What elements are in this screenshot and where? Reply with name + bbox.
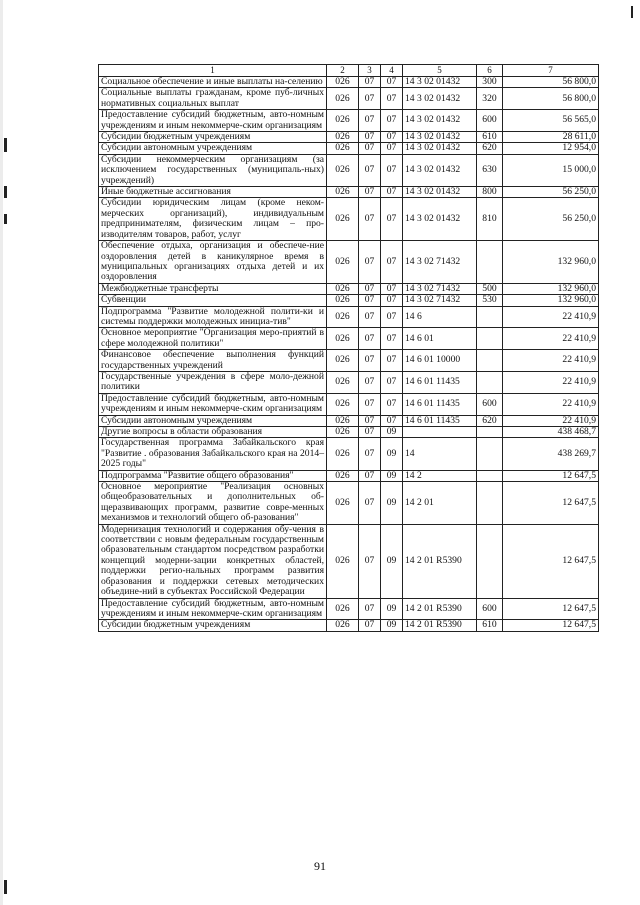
cell-ministry-code: 026 (327, 295, 359, 306)
cell-name: Субсидии бюджетным учреждениям (99, 620, 327, 631)
page-number: 91 (314, 859, 326, 873)
cell-subsection-code: 07 (381, 283, 403, 294)
cell-ministry-code: 026 (327, 438, 359, 470)
cell-subsection-code: 09 (381, 524, 403, 598)
cell-section-code: 07 (359, 283, 381, 294)
cell-amount: 22 410,9 (503, 415, 599, 426)
table-row (99, 438, 599, 470)
cell-amount: 22 410,9 (503, 306, 599, 328)
cell-ministry-code: 026 (327, 620, 359, 631)
table-row (99, 306, 599, 328)
cell-expense-type: 600 (477, 110, 503, 132)
table-row (99, 427, 599, 438)
cell-expense-type: 810 (477, 198, 503, 241)
column-header-amount: 7 (503, 65, 599, 77)
cell-amount: 12 954,0 (503, 143, 599, 154)
cell-section-code: 07 (359, 470, 381, 481)
cell-subsection-code: 07 (381, 110, 403, 132)
cell-expense-type: 300 (477, 77, 503, 88)
cell-ministry-code: 026 (327, 132, 359, 143)
scan-artifact-mark (4, 880, 7, 894)
cell-ministry-code: 026 (327, 427, 359, 438)
cell-target-article: 14 3 02 71432 (403, 295, 477, 306)
cell-name: Финансовое обеспечение выполнения функций государственных учреждений (99, 350, 327, 372)
cell-expense-type: 530 (477, 295, 503, 306)
cell-amount: 22 410,9 (503, 393, 599, 415)
table-row (99, 482, 599, 525)
cell-subsection-code: 07 (381, 295, 403, 306)
cell-section-code: 07 (359, 154, 381, 186)
cell-name: Социальные выплаты гражданам, кроме пуб-личных нормативных социальных выплат (99, 88, 327, 110)
cell-ministry-code: 026 (327, 350, 359, 372)
cell-section-code: 07 (359, 438, 381, 470)
cell-subsection-code: 07 (381, 187, 403, 198)
cell-name: Государственные учреждения в сфере моло-дежной политики (99, 371, 327, 393)
cell-expense-type: 620 (477, 143, 503, 154)
table-row (99, 132, 599, 143)
table-row (99, 110, 599, 132)
cell-ministry-code: 026 (327, 470, 359, 481)
cell-section-code: 07 (359, 187, 381, 198)
cell-target-article: 14 2 (403, 470, 477, 481)
cell-ministry-code: 026 (327, 198, 359, 241)
cell-ministry-code: 026 (327, 482, 359, 525)
cell-subsection-code: 09 (381, 470, 403, 481)
cell-subsection-code: 09 (381, 598, 403, 620)
cell-amount: 12 647,5 (503, 598, 599, 620)
cell-section-code: 07 (359, 88, 381, 110)
cell-name: Иные бюджетные ассигнования (99, 187, 327, 198)
cell-name: Предоставление субсидий бюджетным, авто-номным учреждениям и иным некоммерче-ским организациям (99, 598, 327, 620)
table-row (99, 393, 599, 415)
cell-ministry-code: 026 (327, 241, 359, 284)
cell-section-code: 07 (359, 482, 381, 525)
cell-target-article: 14 6 01 11435 (403, 415, 477, 426)
cell-section-code: 07 (359, 143, 381, 154)
cell-target-article: 14 3 02 01432 (403, 143, 477, 154)
cell-ministry-code: 026 (327, 187, 359, 198)
scan-artifact-mark (631, 6, 633, 18)
cell-ministry-code: 026 (327, 283, 359, 294)
cell-section-code: 07 (359, 295, 381, 306)
cell-ministry-code: 026 (327, 110, 359, 132)
cell-subsection-code: 09 (381, 482, 403, 525)
cell-target-article: 14 3 02 01432 (403, 154, 477, 186)
cell-section-code: 07 (359, 371, 381, 393)
cell-target-article: 14 6 (403, 306, 477, 328)
cell-section-code: 07 (359, 241, 381, 284)
cell-amount: 56 565,0 (503, 110, 599, 132)
cell-amount: 56 250,0 (503, 198, 599, 241)
cell-subsection-code: 07 (381, 198, 403, 241)
table-row (99, 328, 599, 350)
cell-name: Государственная программа Забайкальского края "Развитие . образования Забайкальского края на 2014–2025 годы" (99, 438, 327, 470)
cell-target-article: 14 3 02 71432 (403, 241, 477, 284)
cell-amount: 12 647,5 (503, 482, 599, 525)
cell-expense-type (477, 350, 503, 372)
cell-target-article: 14 3 02 01432 (403, 132, 477, 143)
cell-name: Субсидии некоммерческим организациям (за исключением государственных (муниципаль-ных) учреждений) (99, 154, 327, 186)
cell-section-code: 07 (359, 198, 381, 241)
cell-amount: 12 647,5 (503, 620, 599, 631)
cell-amount: 438 269,7 (503, 438, 599, 470)
scan-artifact-mark (4, 214, 7, 224)
cell-expense-type (477, 427, 503, 438)
cell-name: Субвенции (99, 295, 327, 306)
cell-name: Предоставление субсидий бюджетным, авто-номным учреждениям и иным некоммерче-ским организациям (99, 393, 327, 415)
cell-expense-type (477, 482, 503, 525)
cell-target-article: 14 3 02 71432 (403, 283, 477, 294)
cell-target-article: 14 3 02 01432 (403, 187, 477, 198)
cell-target-article: 14 2 01 R5390 (403, 524, 477, 598)
cell-target-article: 14 2 01 (403, 482, 477, 525)
table-row (99, 295, 599, 306)
cell-expense-type: 630 (477, 154, 503, 186)
cell-section-code: 07 (359, 328, 381, 350)
cell-subsection-code: 07 (381, 415, 403, 426)
cell-name: Другие вопросы в области образования (99, 427, 327, 438)
cell-ministry-code: 026 (327, 598, 359, 620)
cell-subsection-code: 07 (381, 241, 403, 284)
cell-expense-type (477, 241, 503, 284)
cell-subsection-code: 09 (381, 427, 403, 438)
cell-ministry-code: 026 (327, 415, 359, 426)
table-row (99, 241, 599, 284)
table-row (99, 350, 599, 372)
column-header-name: 1 (99, 65, 327, 77)
page-left-edge (0, 0, 3, 905)
cell-subsection-code: 07 (381, 371, 403, 393)
table-row (99, 77, 599, 88)
column-header-section: 3 (359, 65, 381, 77)
cell-target-article: 14 6 01 (403, 328, 477, 350)
cell-name: Социальное обеспечение и иные выплаты на-селению (99, 77, 327, 88)
cell-expense-type (477, 524, 503, 598)
cell-expense-type: 620 (477, 415, 503, 426)
cell-amount: 22 410,9 (503, 350, 599, 372)
cell-ministry-code: 026 (327, 524, 359, 598)
table-row (99, 187, 599, 198)
cell-amount: 22 410,9 (503, 371, 599, 393)
cell-section-code: 07 (359, 306, 381, 328)
cell-name: Субсидии автономным учреждениям (99, 415, 327, 426)
cell-target-article: 14 3 02 01432 (403, 198, 477, 241)
cell-subsection-code: 07 (381, 393, 403, 415)
cell-section-code: 07 (359, 393, 381, 415)
table-row (99, 470, 599, 481)
table-header-row (99, 65, 599, 77)
cell-subsection-code: 07 (381, 350, 403, 372)
cell-subsection-code: 07 (381, 328, 403, 350)
cell-name: Основное мероприятие "Организация меро-приятий в сфере молодежной политики" (99, 328, 327, 350)
cell-section-code: 07 (359, 110, 381, 132)
cell-amount: 56 800,0 (503, 77, 599, 88)
cell-target-article: 14 3 02 01432 (403, 88, 477, 110)
cell-expense-type: 600 (477, 598, 503, 620)
cell-subsection-code: 07 (381, 306, 403, 328)
cell-name: Основное мероприятие "Реализация основных общеобразовательных и дополнительных об-щеразвивающих программ, развитие совре-менных механизмов и технологий общего об-разования" (99, 482, 327, 525)
cell-name: Подпрограмма "Развитие молодежной полити-ки и системы поддержки молодежных инициа-тив" (99, 306, 327, 328)
scan-artifact-mark (4, 138, 7, 152)
cell-subsection-code: 09 (381, 620, 403, 631)
column-header-target-article: 5 (403, 65, 477, 77)
cell-expense-type (477, 371, 503, 393)
cell-amount: 132 960,0 (503, 283, 599, 294)
cell-expense-type (477, 328, 503, 350)
cell-section-code: 07 (359, 524, 381, 598)
budget-table (98, 64, 599, 632)
cell-subsection-code: 07 (381, 154, 403, 186)
cell-name: Субсидии юридическим лицам (кроме неком-мерческих организаций), индивидуальным предпринимателям, физическим лицам – про-изводителям товаров, работ, услуг (99, 198, 327, 241)
cell-target-article (403, 427, 477, 438)
column-header-ministry: 2 (327, 65, 359, 77)
cell-subsection-code: 09 (381, 438, 403, 470)
cell-amount: 28 611,0 (503, 132, 599, 143)
cell-amount: 12 647,5 (503, 470, 599, 481)
cell-target-article: 14 3 02 01432 (403, 110, 477, 132)
cell-amount: 132 960,0 (503, 295, 599, 306)
cell-subsection-code: 07 (381, 143, 403, 154)
cell-name: Модернизация технологий и содержания обу-чения в соответствии с новым федеральным государственным образовательным стандартом посредством разработки концепций модерни-зации конкретных областей, поддержки регио-нальных программ развития образования и поддержки сетевых методических объедине-ний в субъектах Российской Федерации (99, 524, 327, 598)
scan-artifact-mark (4, 186, 7, 198)
cell-ministry-code: 026 (327, 393, 359, 415)
cell-target-article: 14 3 02 01432 (403, 77, 477, 88)
cell-amount: 15 000,0 (503, 154, 599, 186)
cell-amount: 438 468,7 (503, 427, 599, 438)
column-header-subsection: 4 (381, 65, 403, 77)
cell-amount: 12 647,5 (503, 524, 599, 598)
cell-section-code: 07 (359, 598, 381, 620)
cell-expense-type: 610 (477, 132, 503, 143)
cell-name: Субсидии бюджетным учреждениям (99, 132, 327, 143)
column-header-expense-type: 6 (477, 65, 503, 77)
cell-ministry-code: 026 (327, 88, 359, 110)
cell-ministry-code: 026 (327, 328, 359, 350)
cell-expense-type (477, 438, 503, 470)
cell-target-article: 14 6 01 11435 (403, 371, 477, 393)
cell-ministry-code: 026 (327, 371, 359, 393)
cell-expense-type: 500 (477, 283, 503, 294)
table-row (99, 371, 599, 393)
cell-subsection-code: 07 (381, 77, 403, 88)
cell-section-code: 07 (359, 132, 381, 143)
table-row (99, 524, 599, 598)
cell-subsection-code: 07 (381, 88, 403, 110)
cell-target-article: 14 6 01 11435 (403, 393, 477, 415)
cell-section-code: 07 (359, 427, 381, 438)
cell-target-article: 14 6 01 10000 (403, 350, 477, 372)
table-row (99, 283, 599, 294)
table-row (99, 154, 599, 186)
table-row (99, 415, 599, 426)
table-row (99, 620, 599, 631)
cell-section-code: 07 (359, 350, 381, 372)
table-row (99, 88, 599, 110)
cell-amount: 132 960,0 (503, 241, 599, 284)
cell-name: Субсидии автономным учреждениям (99, 143, 327, 154)
cell-subsection-code: 07 (381, 132, 403, 143)
cell-section-code: 07 (359, 620, 381, 631)
cell-name: Обеспечение отдыха, организация и обеспече-ние оздоровления детей в каникулярное время в муниципальных организациях отдыха детей и их оздоровления (99, 241, 327, 284)
cell-section-code: 07 (359, 77, 381, 88)
table-body (99, 77, 599, 632)
cell-expense-type: 320 (477, 88, 503, 110)
cell-ministry-code: 026 (327, 77, 359, 88)
cell-target-article: 14 (403, 438, 477, 470)
cell-ministry-code: 026 (327, 306, 359, 328)
cell-target-article: 14 2 01 R5390 (403, 598, 477, 620)
cell-amount: 56 250,0 (503, 187, 599, 198)
cell-section-code: 07 (359, 415, 381, 426)
table-row (99, 198, 599, 241)
table-row (99, 598, 599, 620)
cell-ministry-code: 026 (327, 154, 359, 186)
cell-expense-type: 600 (477, 393, 503, 415)
cell-ministry-code: 026 (327, 143, 359, 154)
cell-expense-type: 610 (477, 620, 503, 631)
cell-amount: 22 410,9 (503, 328, 599, 350)
table-row (99, 143, 599, 154)
cell-name: Предоставление субсидий бюджетным, авто-номным учреждениям и иным некоммерче-ским организациям (99, 110, 327, 132)
cell-expense-type: 800 (477, 187, 503, 198)
cell-target-article: 14 2 01 R5390 (403, 620, 477, 631)
cell-name: Межбюджетные трансферты (99, 283, 327, 294)
cell-expense-type (477, 470, 503, 481)
cell-expense-type (477, 306, 503, 328)
cell-amount: 56 800,0 (503, 88, 599, 110)
cell-name: Подпрограмма "Развитие общего образования" (99, 470, 327, 481)
